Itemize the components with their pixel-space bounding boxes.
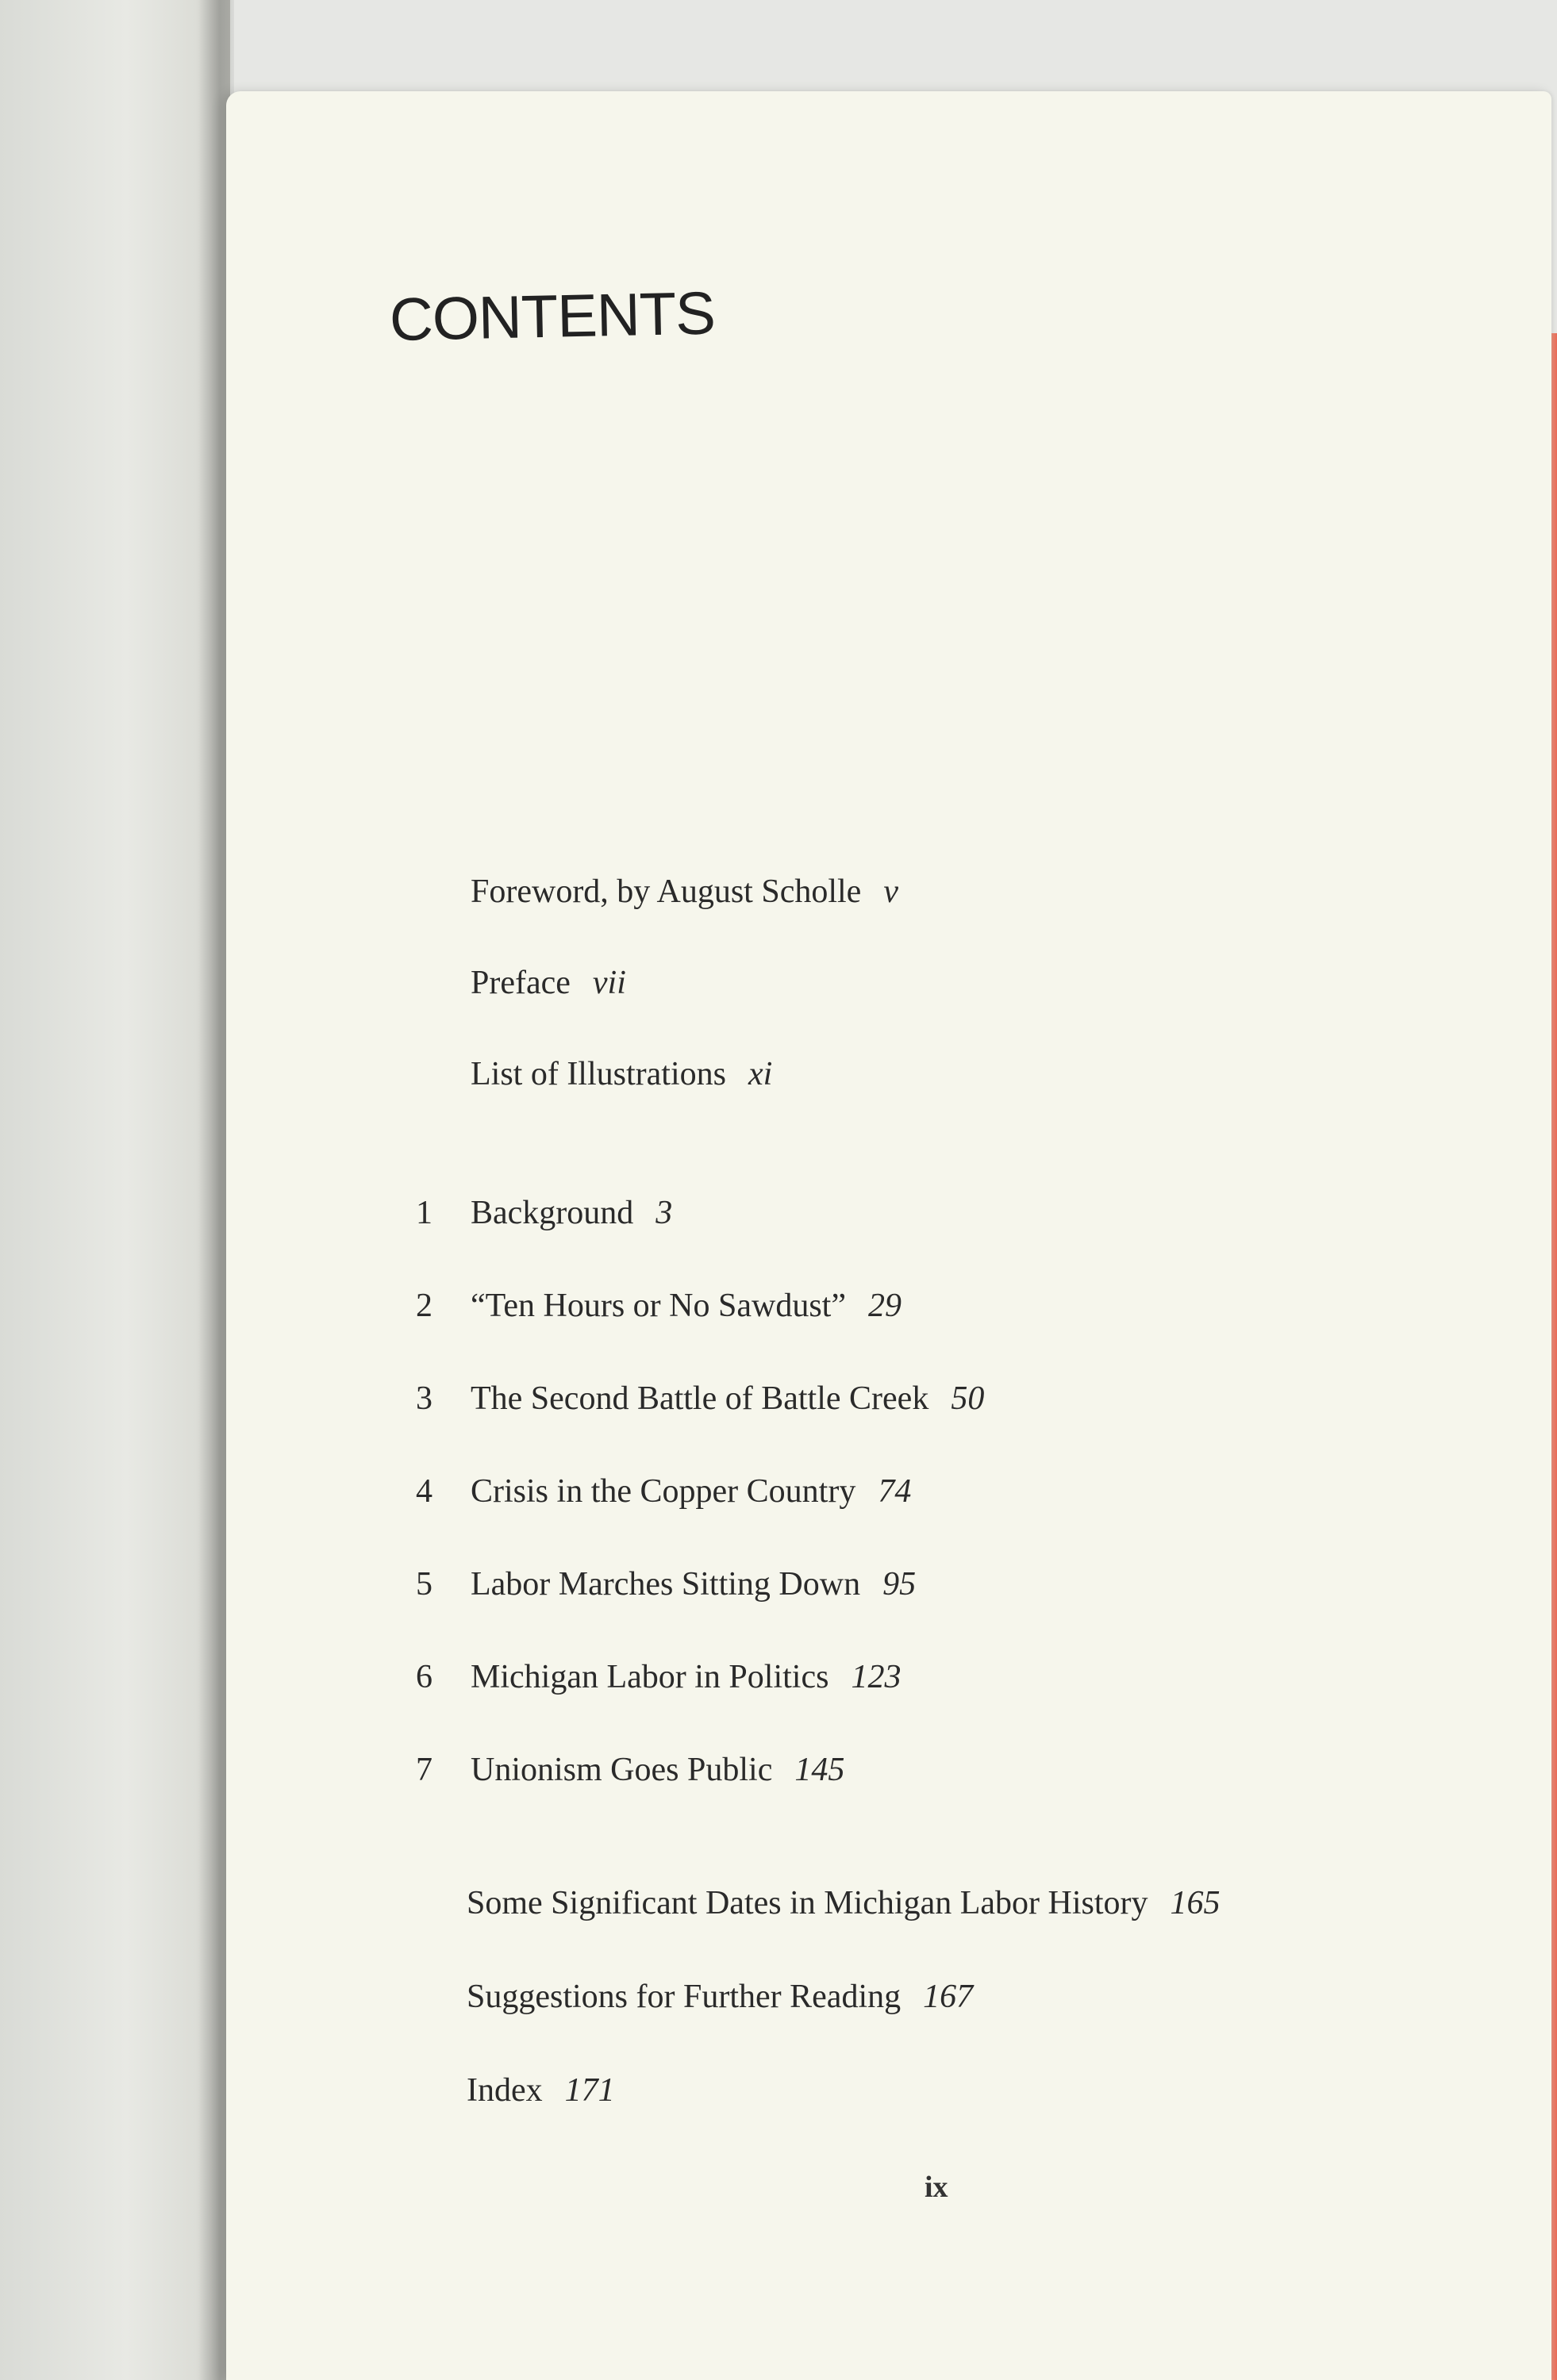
page-number: ix <box>925 2171 948 2204</box>
entry-title: Index <box>467 2072 543 2109</box>
entry-title <box>471 1658 901 1696</box>
chapter-number: 1 <box>416 1195 432 1231</box>
entry-page: 167 <box>923 1979 974 2015</box>
chapter-title: “Ten Hours or No Sawdust” <box>471 1288 846 1324</box>
toc-entry-front[interactable] <box>471 964 626 1019</box>
contents-list <box>226 91 1551 2380</box>
toc-entry-front[interactable] <box>471 873 898 928</box>
chapter-title: The Second Battle of Battle Creek <box>471 1380 929 1417</box>
chapter-title: Unionism Goes Public <box>471 1752 773 1788</box>
entry-page: 171 <box>564 2072 615 2109</box>
entry-title: List of Illustrations <box>471 1056 726 1092</box>
chapter-number: 5 <box>416 1566 432 1603</box>
contents-page <box>226 91 1551 2380</box>
facing-page <box>0 0 230 2380</box>
chapter-title: Crisis in the Copper Country <box>471 1473 856 1510</box>
chapter-title: Labor Marches Sitting Down <box>471 1566 861 1603</box>
entry-title: Foreword, by August Scholle <box>471 873 862 910</box>
entry-title <box>471 1472 911 1511</box>
toc-entry-back[interactable] <box>467 2071 615 2127</box>
toc-entry-front[interactable] <box>471 1055 772 1111</box>
entry-page: vii <box>592 965 626 1001</box>
chapter-number: 4 <box>416 1473 432 1510</box>
entry-title <box>471 1287 902 1325</box>
entry-title <box>471 1380 984 1418</box>
entry-page: xi <box>748 1056 773 1092</box>
entry-page: 165 <box>1170 1885 1221 1921</box>
chapter-number: 7 <box>416 1752 432 1788</box>
chapter-title: Background <box>471 1195 634 1231</box>
entry-page: 29 <box>867 1288 902 1324</box>
toc-entry-back[interactable] <box>467 1978 973 2033</box>
entry-title: Preface <box>471 965 571 1001</box>
entry-title <box>471 1751 844 1789</box>
entry-page: 95 <box>882 1566 917 1603</box>
page-heading: CONTENTS <box>389 279 716 354</box>
entry-page: 50 <box>951 1380 985 1417</box>
entry-title: Suggestions for Further Reading <box>467 1979 902 2015</box>
entry-title <box>471 1565 916 1603</box>
entry-page: 123 <box>851 1659 902 1695</box>
chapter-title: Michigan Labor in Politics <box>471 1659 829 1695</box>
entry-page: v <box>883 873 898 910</box>
entry-title <box>471 1194 672 1232</box>
entry-page: 74 <box>878 1473 912 1510</box>
chapter-number: 6 <box>416 1659 432 1695</box>
chapter-number: 3 <box>416 1380 432 1417</box>
entry-page: 3 <box>655 1195 673 1231</box>
entry-title: Some Significant Dates in Michigan Labor History <box>467 1885 1148 1921</box>
toc-entry-back[interactable] <box>467 1884 1221 1940</box>
entry-page: 145 <box>794 1752 845 1788</box>
chapter-number: 2 <box>416 1288 432 1324</box>
